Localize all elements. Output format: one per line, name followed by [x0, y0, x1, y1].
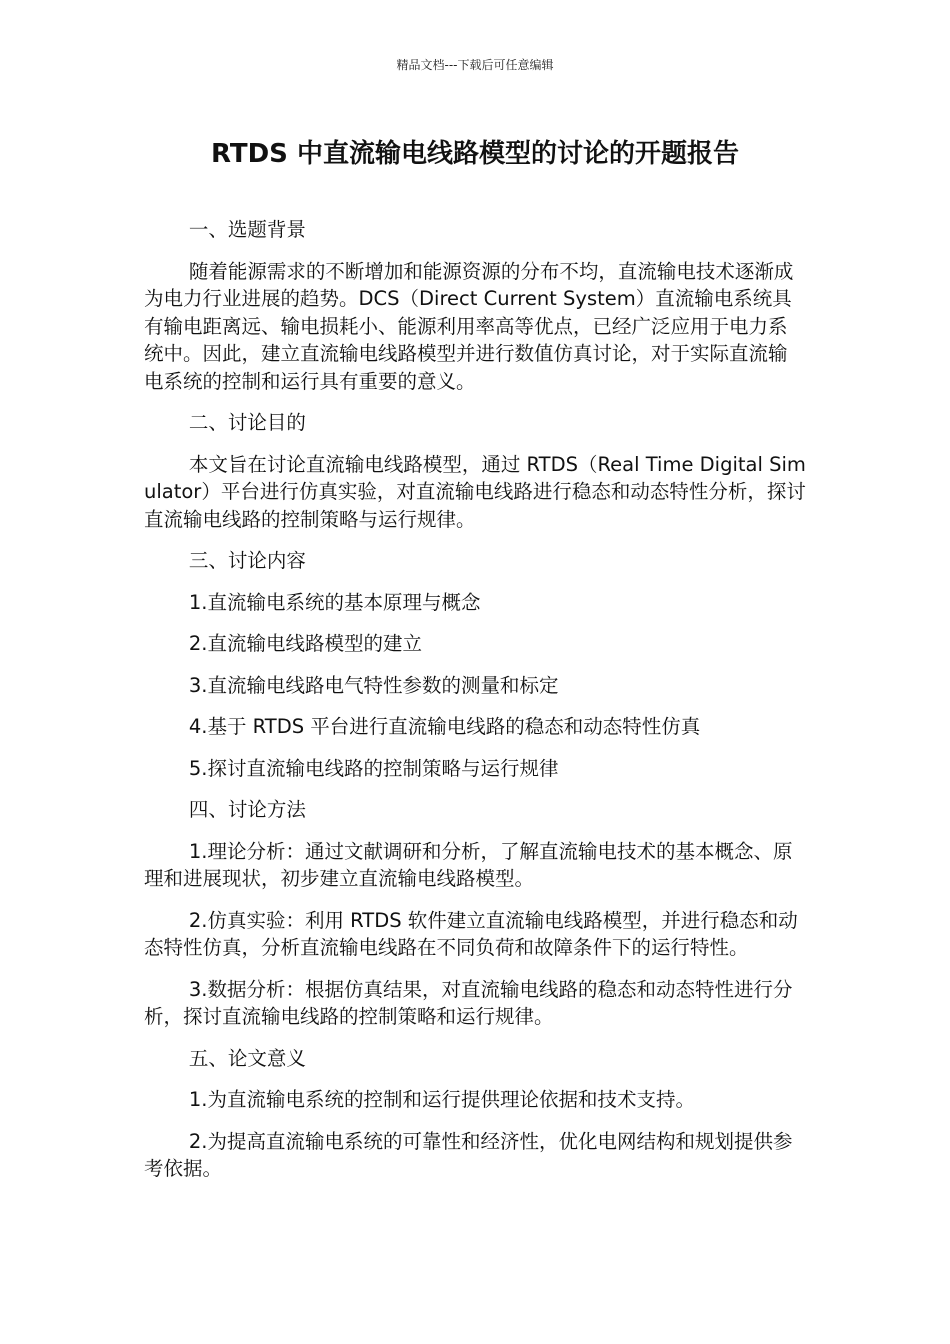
section-heading: 二、讨论目的 [188, 411, 306, 434]
list-item: 1.理论分析：通过文献调研和分析，了解直流输电技术的基本概念、原理和进展现状，初步建立直流输电线路模型。 [144, 839, 793, 890]
body-paragraph: 随着能源需求的不断增加和能源资源的分布不均，直流输电技术逐渐成为电力行业进展的趋势。DCS（Direct Current System）直流输电系统具有输电距离远、输电损耗小、能源利用率高等优点，已经广泛应用于电力系统中。因此，建立直流输电线路模型并进行数值仿真讨论，对于实际直流输电系统的控制和运行具有重要的意义。 [144, 259, 794, 393]
list-item: 4.基于 RTDS 平台进行直流输电线路的稳态和动态特性仿真 [188, 715, 701, 738]
page-header-note: 精品文档---下载后可任意编辑 [396, 58, 554, 72]
list-item: 3.直流输电线路电气特性参数的测量和标定 [188, 673, 559, 697]
list-item: 1.直流输电系统的基本原理与概念 [188, 590, 481, 614]
list-item: 1.为直流输电系统的控制和运行提供理论依据和技术支持。 [188, 1088, 695, 1111]
document-title: RTDS 中直流输电线路模型的讨论的开题报告 [211, 139, 739, 169]
list-item: 2.为提高直流输电系统的可靠性和经济性，优化电网结构和规划提供参考依据。 [144, 1129, 793, 1180]
body-paragraph: 本文旨在讨论直流输电线路模型，通过 RTDS（Real Time Digital Simulator）平台进行仿真实验，对直流输电线路进行稳态和动态特性分析，探讨直流输电线路的控制策略与运行规律。 [144, 452, 806, 531]
section-heading: 四、讨论方法 [188, 798, 306, 821]
section-heading: 一、选题背景 [188, 218, 306, 241]
section-heading: 三、讨论内容 [188, 549, 306, 572]
list-item: 5.探讨直流输电线路的控制策略与运行规律 [188, 756, 559, 780]
list-item: 2.仿真实验：利用 RTDS 软件建立直流输电线路模型，并进行稳态和动态特性仿真，分析直流输电线路在不同负荷和故障条件下的运行特性。 [144, 908, 798, 959]
section-heading: 五、论文意义 [188, 1046, 306, 1070]
document-body [144, 216, 806, 1197]
list-item: 2.直流输电线路模型的建立 [188, 632, 422, 655]
list-item: 3.数据分析：根据仿真结果，对直流输电线路的稳态和动态特性进行分析，探讨直流输电线路的控制策略和运行规律。 [144, 977, 793, 1028]
